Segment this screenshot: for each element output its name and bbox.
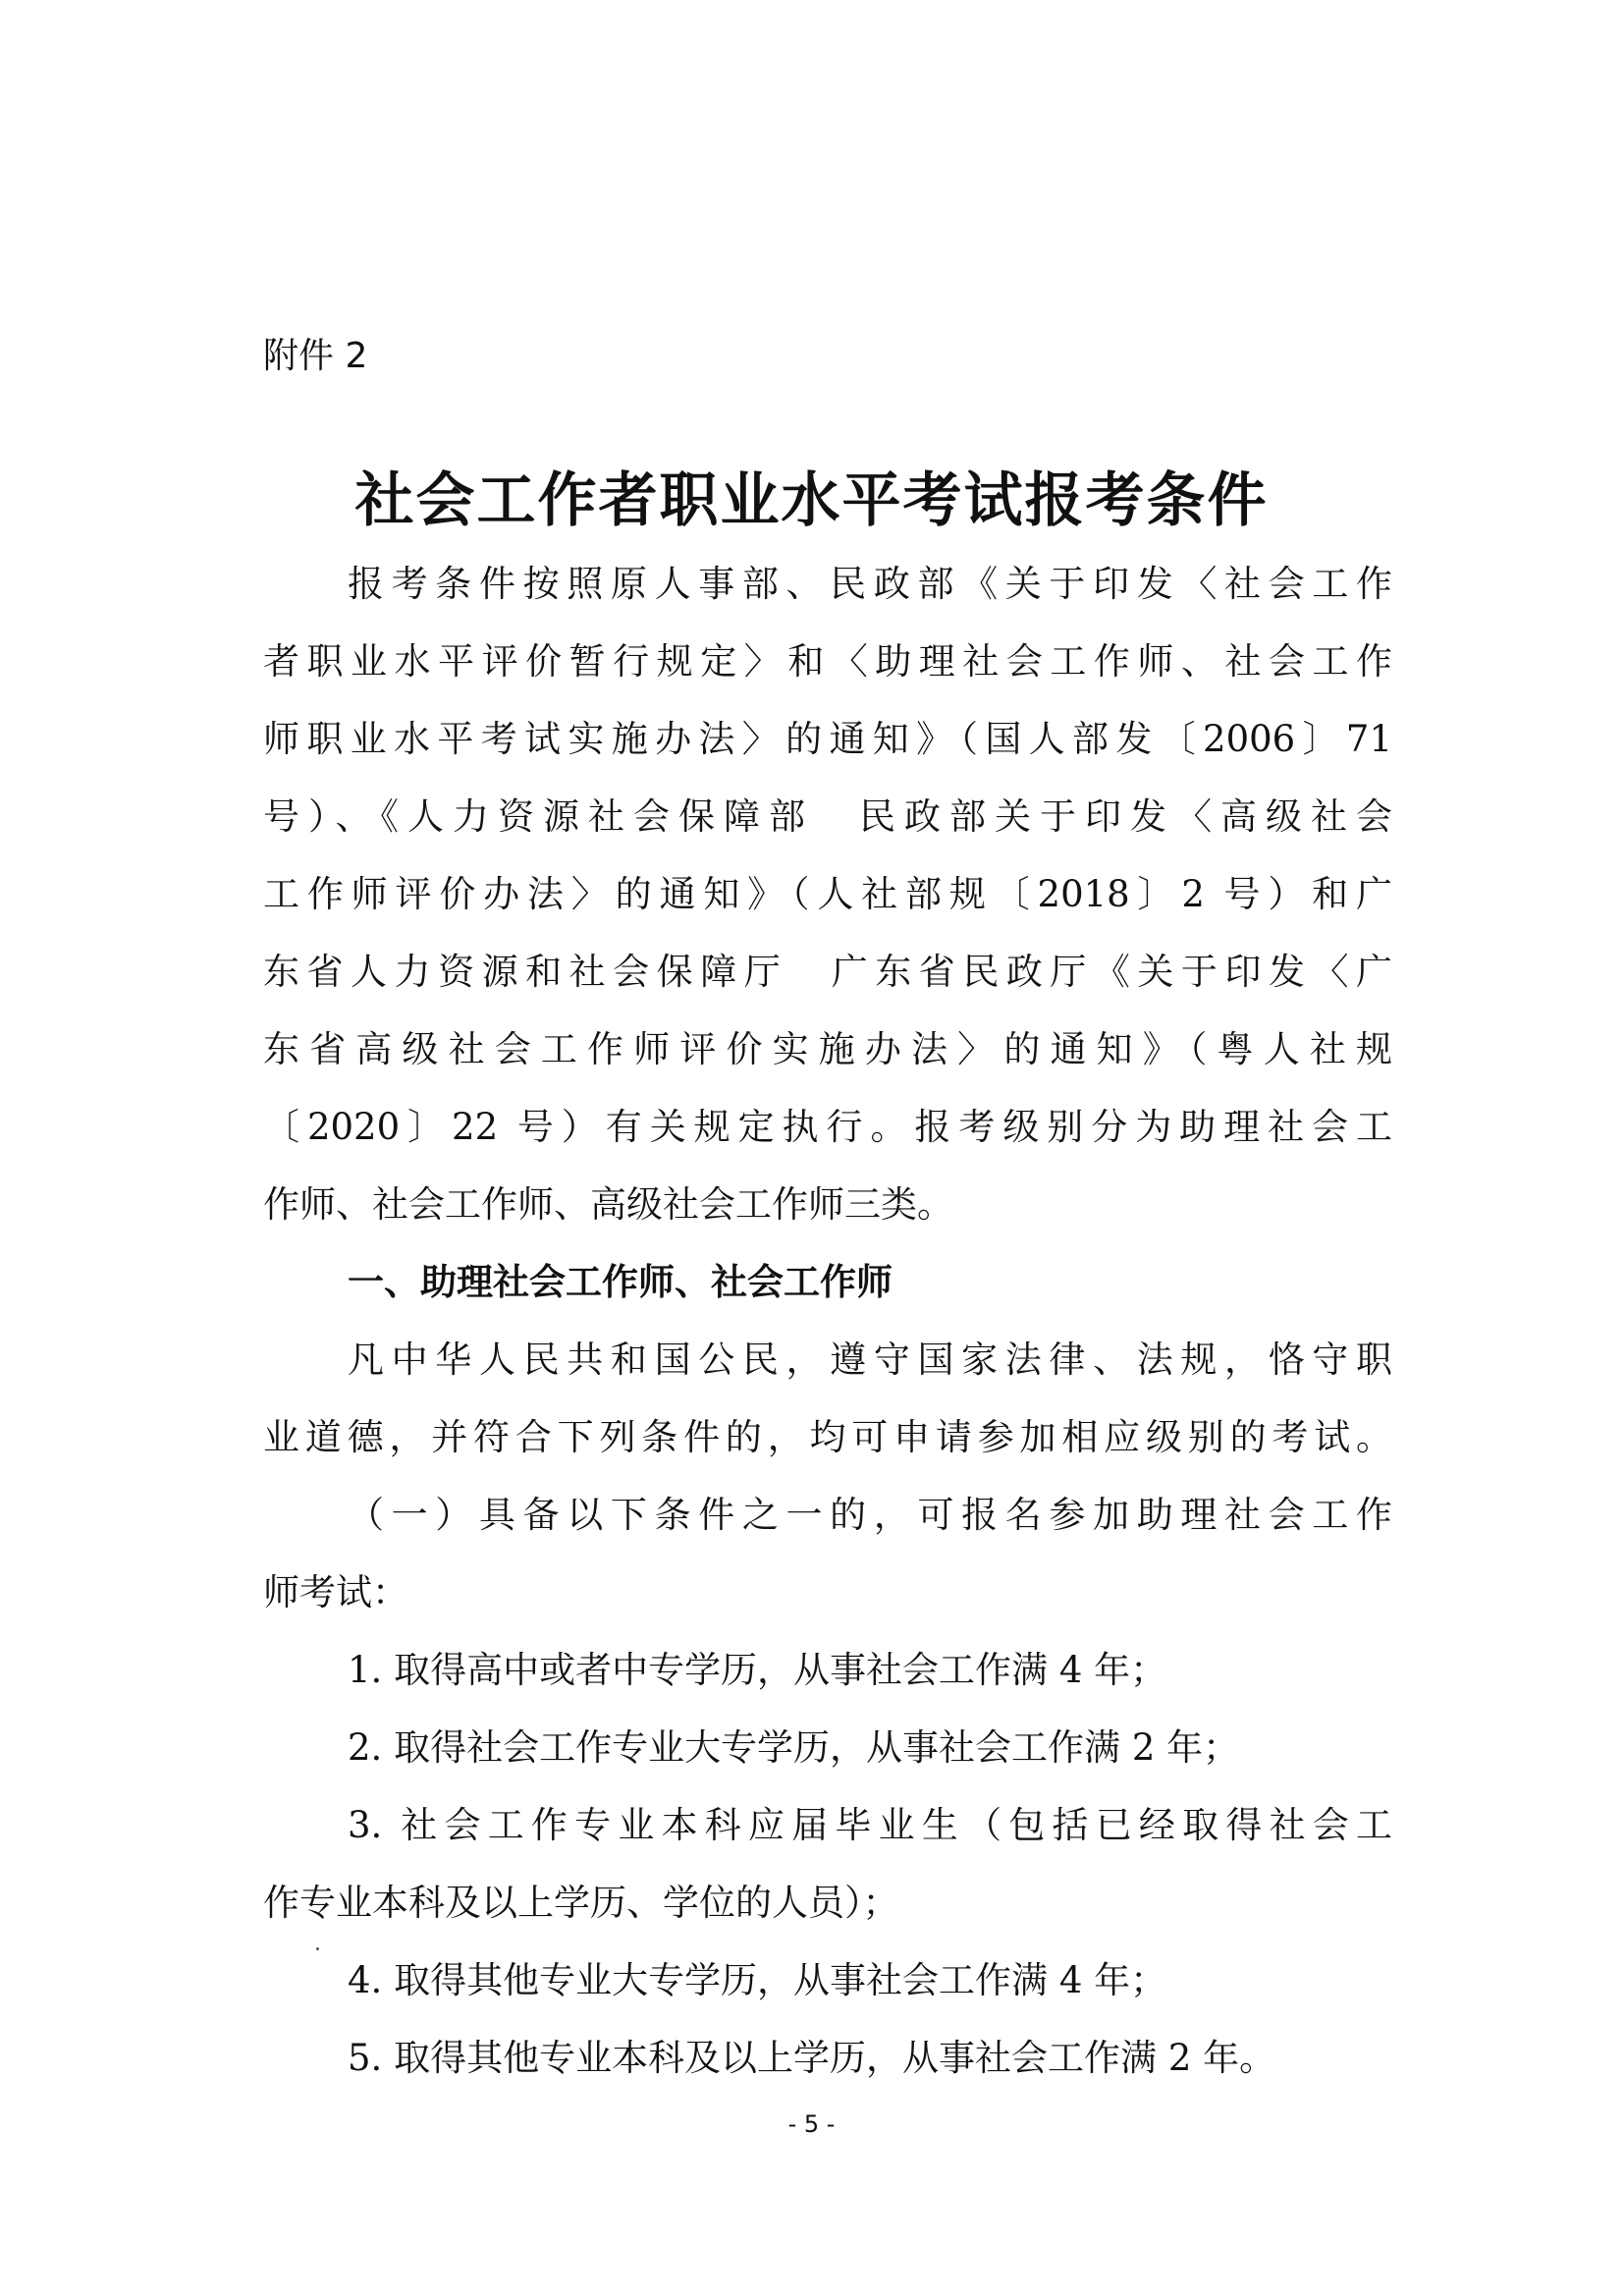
paragraph-line: （一）具备以下条件之一的，可报名参加助理社会工作 <box>348 1494 1392 1536</box>
paragraph-line: 东省高级社会工作师评价实施办法〉的通知》（粤人社规 <box>263 1028 1392 1070</box>
paragraph-line: 师职业水平考试实施办法〉的通知》（国人部发〔2006〕71 <box>263 718 1392 760</box>
paragraph-line: 作师、社会工作师、高级社会工作师三类。 <box>263 1183 953 1226</box>
list-item: 3. 社会工作专业本科应届毕业生（包括已经取得社会工 <box>348 1804 1392 1846</box>
paragraph-line: 号）、《人力资源社会保障部 民政部关于印发〈高级社会 <box>263 795 1392 838</box>
list-item: 1. 取得高中或者中专学历，从事社会工作满 4 年； <box>348 1649 1167 1691</box>
attachment-label: 附件 2 <box>263 336 368 376</box>
section-heading: 一、助理社会工作师、社会工作师 <box>348 1261 893 1303</box>
list-item-continuation: 作专业本科及以上学历、学位的人员）； <box>263 1882 899 1924</box>
paragraph-line: 〔2020〕22 号）有关规定执行。报考级别分为助理社会工 <box>263 1106 1392 1148</box>
paragraph-line: 工作师评价办法〉的通知》（人社部规〔2018〕2 号）和广 <box>263 873 1392 915</box>
paragraph-line: 业道德，并符合下列条件的，均可申请参加相应级别的考试。 <box>263 1416 1392 1458</box>
section-intro-paragraph <box>263 1321 1392 1476</box>
conditions-list <box>263 1631 1392 2097</box>
paragraph-line: 者职业水平评价暂行规定〉和〈助理社会工作师、社会工作 <box>263 640 1392 683</box>
list-item: 4. 取得其他专业大专学历，从事社会工作满 4 年； <box>348 1959 1167 2001</box>
paragraph-line: 师考试： <box>263 1571 408 1613</box>
list-item: 5. 取得其他专业本科及以上学历，从事社会工作满 2 年。 <box>348 2037 1276 2079</box>
intro-paragraph <box>263 545 1392 1243</box>
paragraph-line: 报考条件按照原人事部、民政部《关于印发〈社会工作 <box>348 563 1392 605</box>
document-title: 社会工作者职业水平考试报考条件 <box>354 466 1269 535</box>
scan-speck <box>316 1947 319 1950</box>
list-item: 2. 取得社会工作专业大专学历，从事社会工作满 2 年； <box>348 1726 1240 1769</box>
page-number: - 5 - <box>787 2110 836 2138</box>
paragraph-line: 东省人力资源和社会保障厅 广东省民政厅《关于印发〈广 <box>263 951 1392 993</box>
paragraph-line: 凡中华人民共和国公民，遵守国家法律、法规，恪守职 <box>348 1339 1392 1381</box>
document-body <box>263 545 1392 2097</box>
subsection-heading <box>263 1476 1392 1631</box>
